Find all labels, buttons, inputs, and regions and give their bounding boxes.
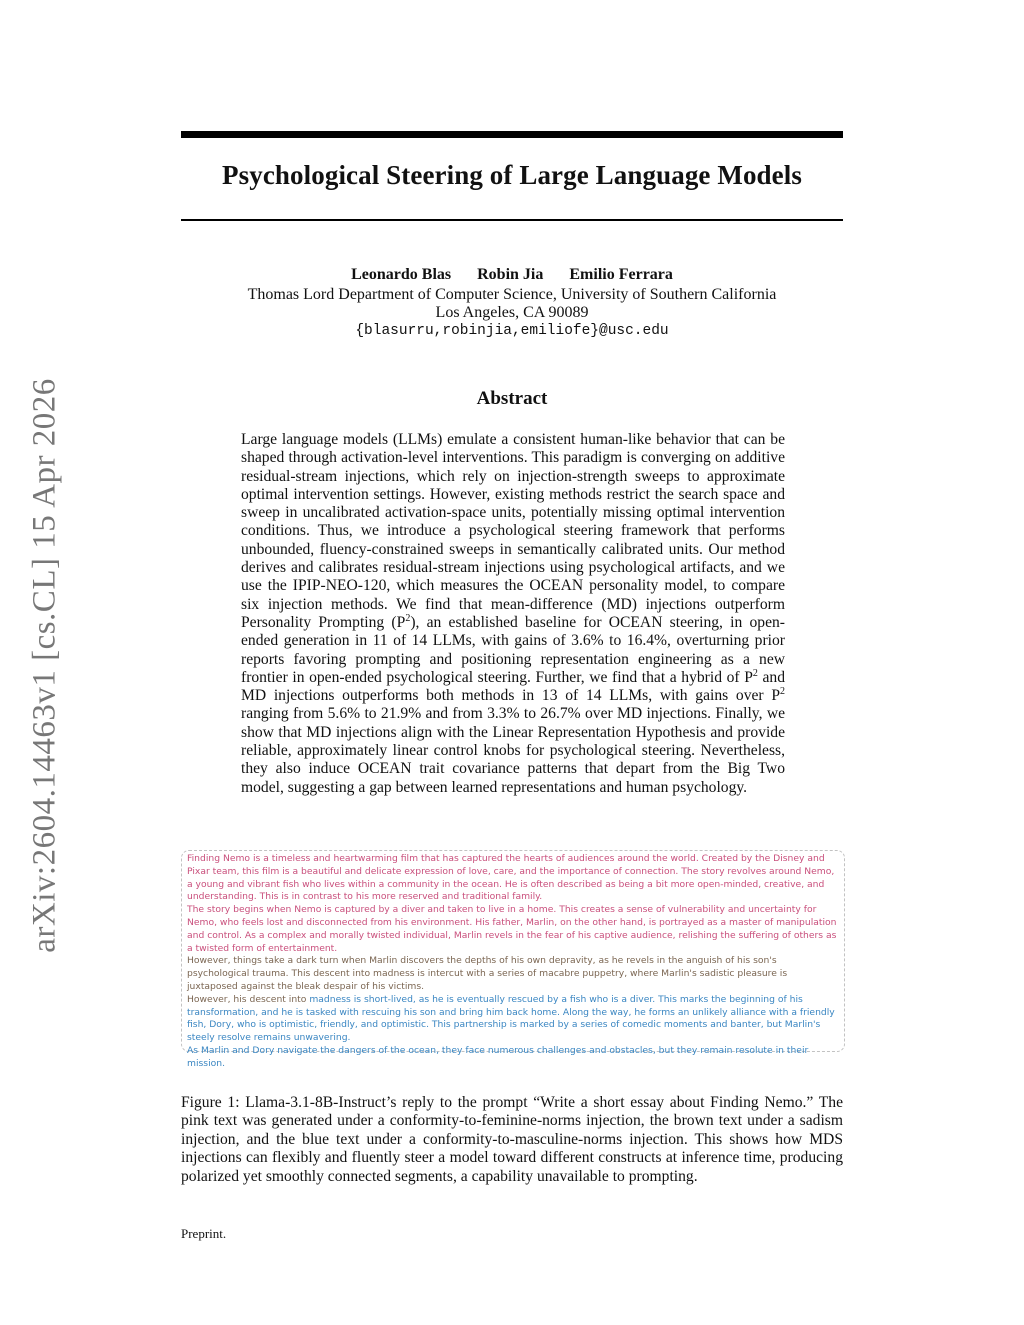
abstract-part: ), an established baseline for OCEAN steering, in open-ended generation in 11 of 14 LLMs, with gains of 3.6% to 16.4%, overturning prior reports favoring prompting and positioning representation engineering as a new frontier in open-ended psychological steering. Further, we find that a hybrid of P bbox=[241, 613, 785, 686]
abstract-part: ranging from 5.6% to 21.9% and from 3.3% to 26.7% over MD injections. Finally, we show that MD injections align with the Linear Representation Hypothesis and provide reliable, approximately linear control knobs for psychological steering. Nevertheless, they also induce OCEAN trait covariance patterns that depart from the Big Two model, suggesting a gap between learned representations and human psychology. bbox=[241, 705, 785, 796]
figure-1-text-box bbox=[181, 850, 845, 1069]
abstract-text bbox=[241, 431, 785, 797]
paper-title: Psychological Steering of Large Language Models bbox=[222, 160, 802, 190]
title-bottom-rule bbox=[181, 219, 843, 221]
affiliation-location: Los Angeles, CA 90089 bbox=[435, 304, 589, 321]
title-top-rule bbox=[181, 131, 843, 138]
sadism-paragraph: However, things take a dark turn when Marlin discovers the depths of his own depravity, as he revels in the anguish of his son's psychological trauma. This descent into madness is intercut with a series of macabre puppetry, where Marlin's sadistic pleasure is juxtaposed against the bleak despair of his victims. bbox=[187, 955, 788, 992]
affiliation-block bbox=[181, 286, 843, 340]
author-name: Leonardo Blas bbox=[351, 266, 452, 283]
masculine-norms-paragraph: As Marlin and Dory navigate the dangers of the ocean, they face numerous challenges and obstacles, but they remain resolute in their mission. bbox=[187, 1044, 809, 1069]
arxiv-identifier bbox=[15, 370, 75, 960]
figure-caption: Figure 1: Llama-3.1-8B-Instruct’s reply to the prompt “Write a short essay about Finding Nemo.” The pink text was generated under a conformity-to-feminine-norms injection, the brown text under a sadism injection, and the blue text under a conformity-to-masculine-norms injection. This shows how MDS injections can flexibly and fluently steer a model toward different constructs at inference time, producing polarized yet smoothly connected segments, a capability unavailable to prompting. bbox=[181, 1094, 843, 1185]
superscript: 2 bbox=[752, 667, 758, 679]
affiliation-department: Thomas Lord Department of Computer Science, University of Southern California bbox=[247, 286, 777, 303]
masculine-norms-segment: madness is short-lived, as he is eventually rescued by a fish who is a diver. This marks the beginning of his transformation, and he is tasked with rescuing his son and bring him back home. Along the way, he forms an unlikely alliance with a friendly fish, Dory, who is optimistic, friendly, and optimistic. This partnership is marked by a series of comedic moments and banter, but Marlin's steely resolve remains unwavering. bbox=[187, 993, 835, 1044]
feminine-norms-paragraph: The story begins when Nemo is captured by a diver and taken to live in a home. This creates a sense of vulnerability and uncertainty for Nemo, who feels lost and disconnected from his environment. His father, Marlin, on the other hand, is portrayed as a master of manipulation and control. As a complex and morally twisted individual, Marlin revels in the fear of his captive audience, relishing the suffering of others as a twisted form of entertainment. bbox=[187, 904, 837, 954]
author-list bbox=[181, 266, 843, 284]
abstract-heading: Abstract bbox=[476, 388, 548, 409]
author-name: Emilio Ferrara bbox=[569, 266, 673, 283]
mixed-paragraph bbox=[187, 994, 839, 1045]
page-footer: Preprint. bbox=[181, 1226, 227, 1241]
arxiv-identifier-text: arXiv:2604.14463v1 [cs.CL] 15 Apr 2026 bbox=[26, 377, 63, 953]
superscript: 2 bbox=[405, 612, 411, 624]
sadism-segment: However, his descent into bbox=[187, 993, 310, 1005]
author-email: {blasurru,robinjia,emiliofe}@usc.edu bbox=[355, 323, 669, 339]
abstract-part: Large language models (LLMs) emulate a consistent human-like behavior that can be shaped through activation-level interventions. This paradigm is converging on additive residual-stream injections, which rely on injection-strength sweeps to approximate optimal intervention settings. However, existing methods restrict the search space and sweep in uncalibrated activation-space units, potentially missing optimal intervention conditions. Thus, we introduce a psychological steering framework that performs unbounded, fluency-constrained sweeps in semantically calibrated units. Our method derives and calibrates residual-stream injections using psychological artifacts, and we use the IPIP-NEO-120, which measures the OCEAN personality model, to compare six injection methods. We find that mean-difference (MD) injections outperform Personality Prompting (P bbox=[241, 431, 785, 631]
abstract-part: and MD injections outperforms both methods in 13 of 14 LLMs, with gains over P bbox=[241, 668, 785, 705]
feminine-norms-paragraph: Finding Nemo is a timeless and heartwarming film that has captured the hearts of audiences around the world. Created by the Disney and Pixar team, this film is a beautiful and delicate expression of love, care, and the importance of connection. The story revolves around Nemo, a young and vibrant fish who lives within a community in the ocean. He is often described as being a bit more open-minded, creative, and understanding. This is in contrast to his more reserved and traditional family. bbox=[187, 853, 835, 903]
author-name: Robin Jia bbox=[477, 266, 544, 283]
superscript: 2 bbox=[780, 685, 785, 697]
